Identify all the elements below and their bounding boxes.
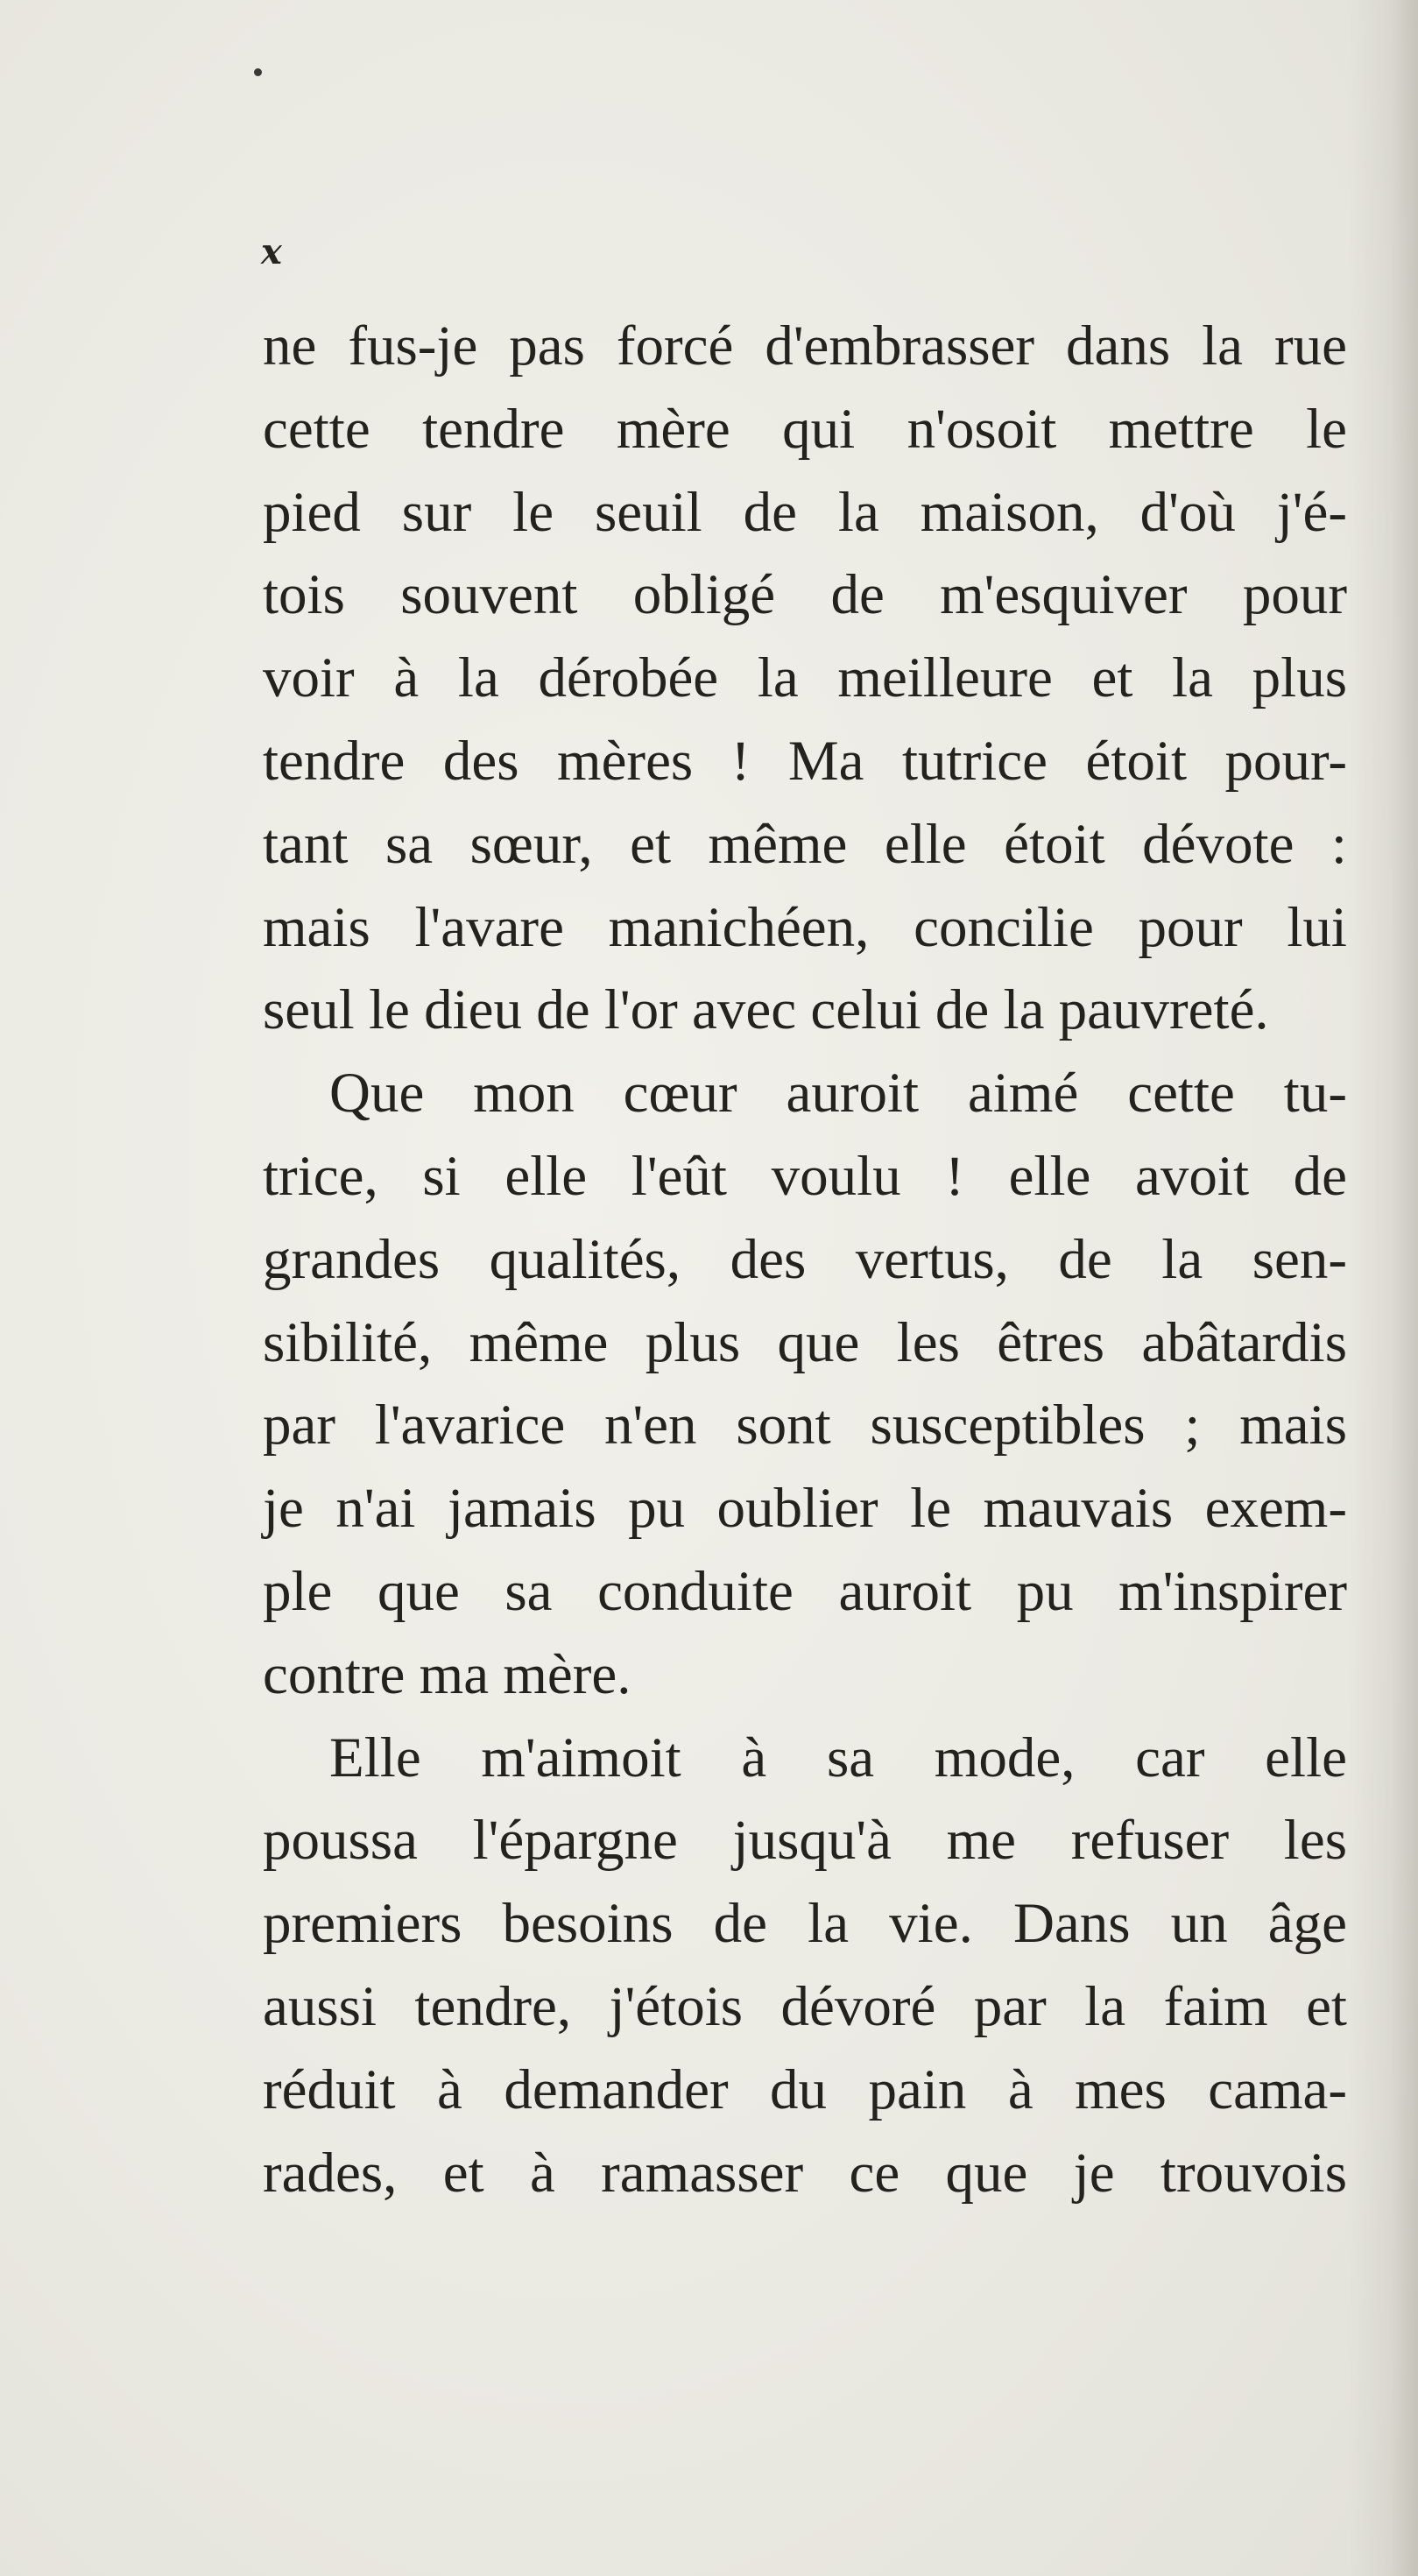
body-text: [263, 305, 1347, 2214]
text-line: tant sa sœur, et même elle étoit dévote :: [263, 812, 1347, 876]
page-edge-shadow: [1348, 0, 1418, 2576]
text-line: grandes qualités, des vertus, de la sen-: [263, 1227, 1347, 1291]
text-line: cette tendre mère qui n'osoit mettre le: [263, 397, 1347, 461]
text-line: rades, et à ramasser ce que je trouvois: [263, 2141, 1347, 2205]
text-line: poussa l'épargne jusqu'à me refuser les: [263, 1809, 1347, 1873]
text-line: Elle m'aimoit à sa mode, car elle: [329, 1726, 1347, 1789]
text-line: je n'ai jamais pu oublier le mauvais exem-: [263, 1477, 1347, 1541]
text-line: seul le dieu de l'or avec celui de la pauvreté.: [263, 978, 1269, 1042]
text-line: voir à la dérobée la meilleure et la plus: [263, 646, 1347, 710]
text-line: trice, si elle l'eût voulu ! elle avoit de: [263, 1144, 1347, 1208]
text-line: aussi tendre, j'étois dévoré par la faim et: [263, 1974, 1347, 2038]
text-line: ple que sa conduite auroit pu m'inspirer: [263, 1559, 1347, 1623]
ink-speck: [254, 68, 262, 76]
text-line: sibilité, même plus que les êtres abâtardis: [263, 1310, 1347, 1374]
text-line: contre ma mère.: [263, 1642, 631, 1706]
text-line: tendre des mères ! Ma tutrice étoit pour-: [263, 729, 1347, 793]
page-number: x: [261, 231, 282, 272]
text-line: ne fus-je pas forcé d'embrasser dans la rue: [263, 314, 1347, 378]
text-line: pied sur le seuil de la maison, d'où j'é-: [263, 480, 1347, 544]
text-line: tois souvent obligé de m'esquiver pour: [263, 563, 1347, 627]
text-line: mais l'avare manichéen, concilie pour lui: [263, 895, 1347, 959]
text-line: réduit à demander du pain à mes cama-: [263, 2057, 1347, 2121]
text-line: premiers besoins de la vie. Dans un âge: [263, 1892, 1347, 1956]
text-line: par l'avarice n'en sont susceptibles ; mais: [263, 1394, 1347, 1457]
text-line: Que mon cœur auroit aimé cette tu-: [329, 1062, 1347, 1126]
